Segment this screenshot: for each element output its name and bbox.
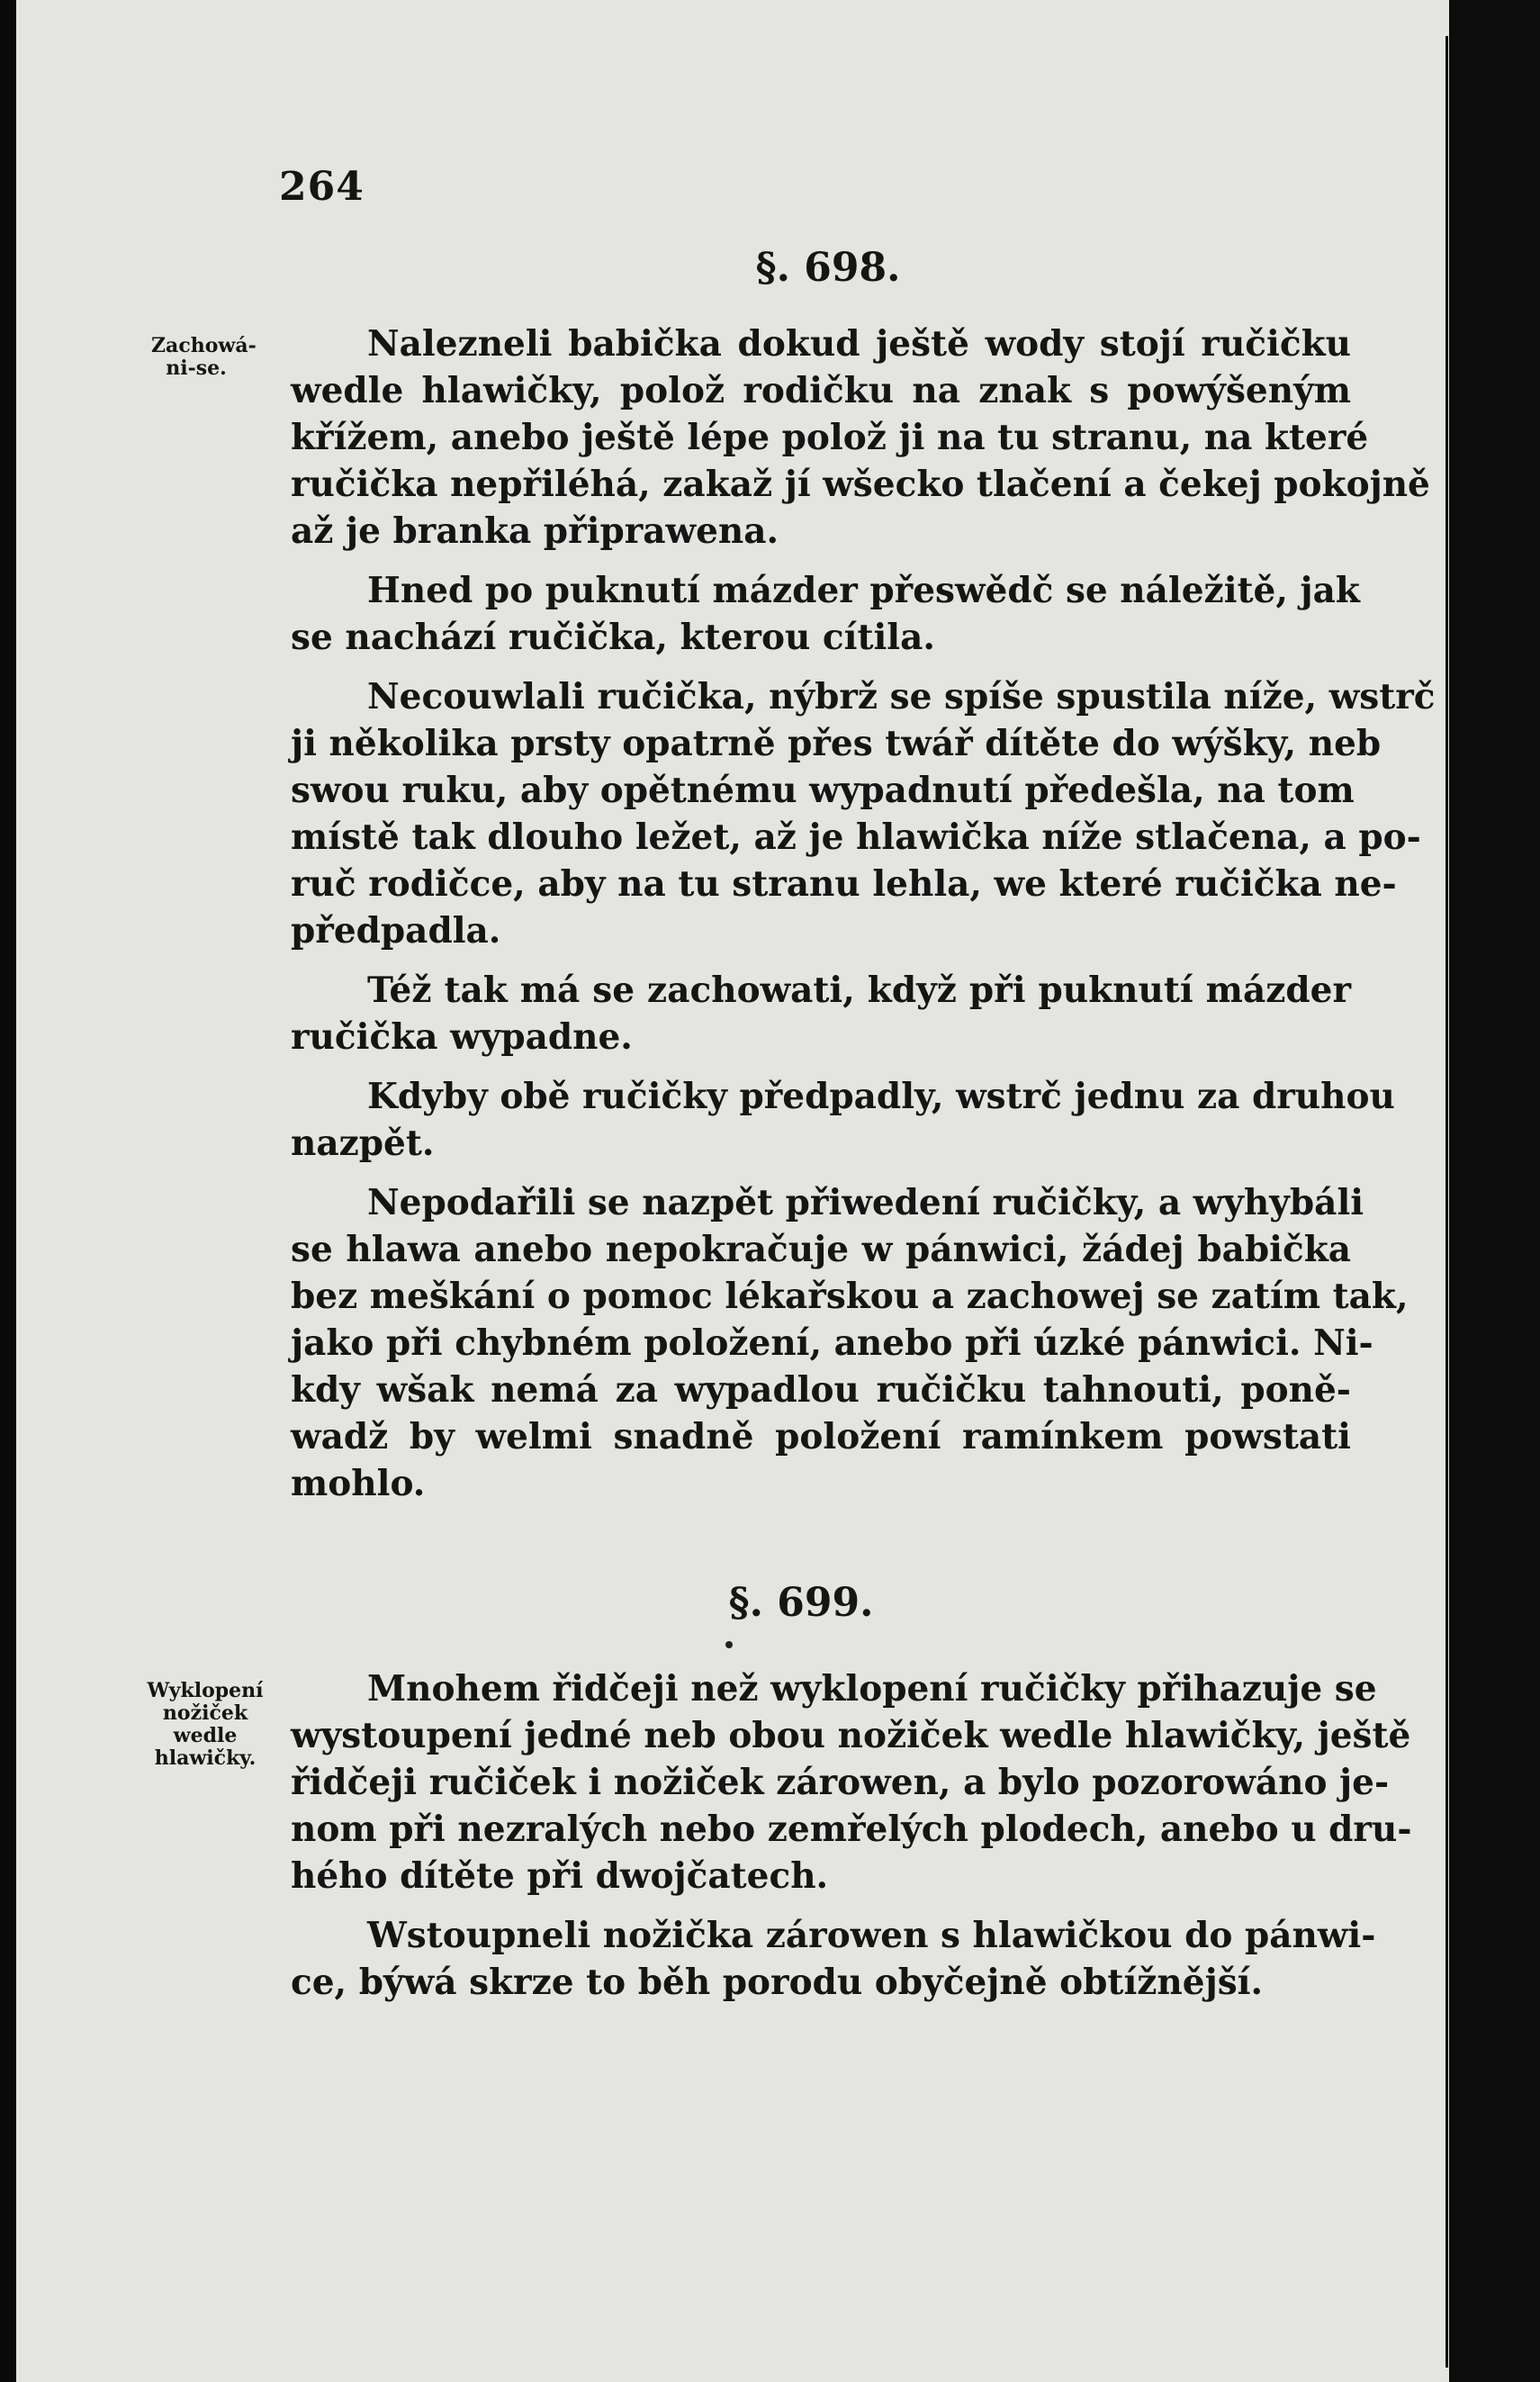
text-line: jako při chybném položení, anebo při úzké pánwici. Ni- <box>291 1322 1373 1364</box>
marginal-line: hlawičky. <box>154 1746 257 1770</box>
text-line: hého dítěte při dwojčatech. <box>291 1855 829 1897</box>
text-line: Též tak má se zachowati, když při puknutí mázder <box>367 970 1351 1011</box>
text-line: kdy wšak nemá za wypadlou ručičku tahnouti, poně- <box>291 1369 1351 1411</box>
text-line: swou ruku, aby opětnému wypadnutí předešla, na tom <box>291 770 1355 811</box>
page-edge-rule <box>1445 36 1448 2368</box>
text-line: Wstoupneli nožička zárowen s hlawičkou do pánwi- <box>367 1915 1376 1956</box>
marginal-line: ni-se. <box>166 356 227 380</box>
text-line: místě tak dlouho ležet, až je hlawička níže stlačena, a po- <box>291 817 1421 858</box>
print-dot <box>725 1641 733 1648</box>
text-line: mohlo. <box>291 1463 426 1504</box>
text-line: Mnohem řidčeji než wyklopení ručičky přihazuje se <box>367 1668 1377 1710</box>
section-heading-698: §. 698. <box>755 245 901 291</box>
text-line: ce, býwá skrze to běh porodu obyčejně obtížnější. <box>291 1962 1264 2003</box>
text-line: Kdyby obě ručičky předpadly, wstrč jednu za druhou <box>367 1076 1395 1117</box>
text-line: wedle hlawičky, polož rodičku na znak s powýšeným <box>291 370 1351 411</box>
section-heading-699: §. 699. <box>728 1580 874 1626</box>
text-line: ji několika prsty opatrně přes twář dítěte do wýšky, neb <box>291 723 1382 764</box>
text-line: bez meškání o pomoc lékařskou a zachowej se zatím tak, <box>291 1276 1409 1317</box>
text-line: až je branka připrawena. <box>291 510 779 552</box>
text-line: ručička nepřiléhá, zakaž jí wšecko tlačení a čekej pokojně <box>291 464 1430 505</box>
text-line: Nalezneli babička dokud ještě wody stojí ručičku <box>367 323 1351 365</box>
text-line: křížem, anebo ještě lépe polož ji na tu stranu, na které <box>291 417 1369 458</box>
marginal-line: wedle <box>173 1724 238 1747</box>
binding-shadow <box>1449 0 1540 2382</box>
text-line: se hlawa anebo nepokračuje w pánwici, žádej babička <box>291 1229 1351 1270</box>
text-line: ručička wypadne. <box>291 1016 633 1058</box>
marginal-line: Wyklopení <box>147 1679 264 1702</box>
text-line: wadž by welmi snadně položení ramínkem powstati <box>291 1416 1351 1457</box>
marginal-note-wyklopeni <box>133 1680 277 1770</box>
marginal-line: nožiček <box>162 1701 248 1725</box>
text-line: Nepodařili se nazpět přiwedení ručičky, a wyhybáli <box>367 1182 1364 1223</box>
text-line: se nachází ručička, kterou cítila. <box>291 617 935 658</box>
text-line: Hned po puknutí mázder přeswědč se náležitě, jak <box>367 570 1360 611</box>
text-line: nazpět. <box>291 1123 435 1164</box>
text-line: ruč rodičce, aby na tu stranu lehla, we které ručička ne- <box>291 863 1397 905</box>
marginal-note-zachowani <box>151 334 257 380</box>
page-number: 264 <box>279 164 365 210</box>
text-line: Necouwlali ručička, nýbrž se spíše spustila níže, wstrč <box>367 676 1436 717</box>
text-line: předpadla. <box>291 910 501 952</box>
text-line: řidčeji ručiček i nožiček zárowen, a bylo pozorowáno je- <box>291 1762 1390 1803</box>
text-line: nom při nezralých nebo zemřelých plodech, anebo u dru- <box>291 1809 1412 1850</box>
marginal-line: Zachowá- <box>151 334 257 357</box>
text-line: wystoupení jedné neb obou nožiček wedle hlawičky, ještě <box>291 1715 1411 1756</box>
